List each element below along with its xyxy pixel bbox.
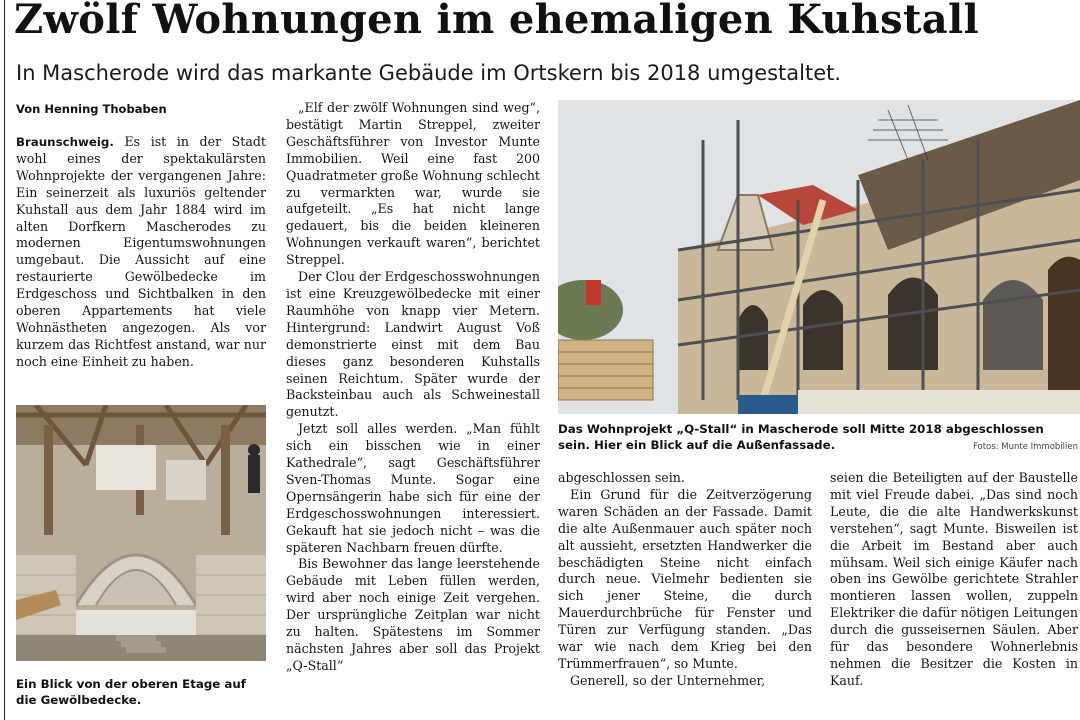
paragraph: Ein Grund für die Zeitverzögerung waren Schäden an der Fassade. Damit die alte Außenmauer auch später noch alt aussieht, ersetzten Handwerker die beschädigten Steine nicht einfach durch neue. Vielmehr bedienten sie sich jener Steine, die durch Mauerdurchbrüche für Fenster und Türen zur Verfügung standen. „Das war wie nach dem Krieg bei den Trümmerfrauen“, so Munte. [558, 486, 812, 671]
paragraph: „Elf der zwölf Wohnungen sind weg“, bestätigt Martin Streppel, zweiter Geschäftsführer von Investor Munte Immobilien. Weil eine fast 200 Quadratmeter große Wohnung schlecht zu vermarkten war, wurde sie aufgeteilt. „Es hat nicht lange gedauert, bis die beiden kleineren Wohnungen verkauft waren“, berichtet Streppel. [286, 100, 540, 268]
paragraph: Der Clou der Erdgeschosswohnungen ist eine Kreuzgewölbedecke mit einer Raumhöhe von knapp vier Metern. Hintergrund: Landwirt August Voß demonstrierte einst mit dem Bau dieses ganz besonderen Kuhstalls seinen Reichtum. Später wurde der Backsteinbau auch als Schweinestall genutzt. [286, 269, 540, 420]
photo-credit: Fotos: Munte Immobilien [972, 442, 1078, 452]
paragraph: seien die Beteiligten auf der Baustelle mit viel Freude dabei. „Das sind noch Leute, die die alte Handwerkskunst verstehen“, sagt Munte. Bisweilen ist die Arbeit im Bestand aber auch mühsam. Weil sich einige Käufer nach oben ins Gewölbe gerichtete Strahler montieren lassen wollen, zuppeln Elektriker die dafür nötigen Leitungen durch die gusseisernen Säulen. Aber für das besondere Wohnerlebnis nehmen die Besitzer die Kosten in Kauf. [830, 470, 1078, 688]
lead-text: Es ist in der Stadt wohl eines der spektakulärsten Wohnprojekte der vergangenen Jahre: Ein seinerzeit als luxuriös geltender Kuhstall aus dem Jahr 1884 wird im alten Dorfkern Mascherodes zu modernen Eigentumswohnungen umgebaut. Die Aussicht auf eine restaurierte Gewölbedecke im Erdgeschoss und Sichtbalken in den oberen Appartements hat viele Wohnästheten angezogen. Als vor kurzem das Richtfest anstand, war nur noch eine Einheit zu haben. [16, 134, 266, 369]
paragraph: Generell, so der Unternehmer, [570, 672, 766, 688]
facade-scaffolding-illustration [558, 100, 1080, 414]
facade-scaffolding-photo [558, 100, 1080, 414]
interior-photo-caption: Ein Blick von der oberen Etage auf die Gewölbedecke. [16, 677, 246, 707]
page-edge-rule [4, 0, 5, 720]
paragraph: Bis Bewohner das lange leerstehende Gebäude mit Leben füllen werden, wird aber noch einige Zeit vergehen. Der ursprüngliche Zeitplan war nicht zu halten. Spätestens im Sommer nächsten Jahres aber soll das Projekt „Q-Stall“ [286, 556, 540, 673]
article-headline: Zwölf Wohnungen im ehemaligen Kuhstall [14, 0, 979, 43]
text-column-3 [558, 470, 812, 690]
interior-vault-illustration [16, 405, 266, 661]
dateline-location: Braunschweig. [16, 135, 114, 149]
lead-paragraph [16, 134, 266, 371]
article-byline: Von Henning Thobaben [16, 102, 167, 116]
text-column-4 [830, 470, 1078, 690]
text-column-1 [16, 134, 266, 371]
paragraph: Jetzt soll alles werden. „Man fühlt sich ein bisschen wie in einer Kathedrale“, sagt Geschäftsführer Sven-Thomas Munte. Sogar eine Opernsängerin habe sich für eine der Erdgeschosswohnungen interessiert. Gekauft hat sie jedoch nicht – was die späteren Nachbarn freuen dürfte. [286, 421, 540, 555]
paragraph: abgeschlossen sein. [558, 470, 685, 485]
facade-photo-caption: Das Wohnprojekt „Q-Stall“ in Mascherode soll Mitte 2018 abgeschlossen sein. Hier ein Blick auf die Außenfassade. [558, 422, 1044, 452]
article-subheadline: In Mascherode wird das markante Gebäude im Ortskern bis 2018 umgestaltet. [16, 61, 842, 85]
interior-vault-photo [16, 405, 266, 661]
text-column-2 [286, 100, 540, 675]
